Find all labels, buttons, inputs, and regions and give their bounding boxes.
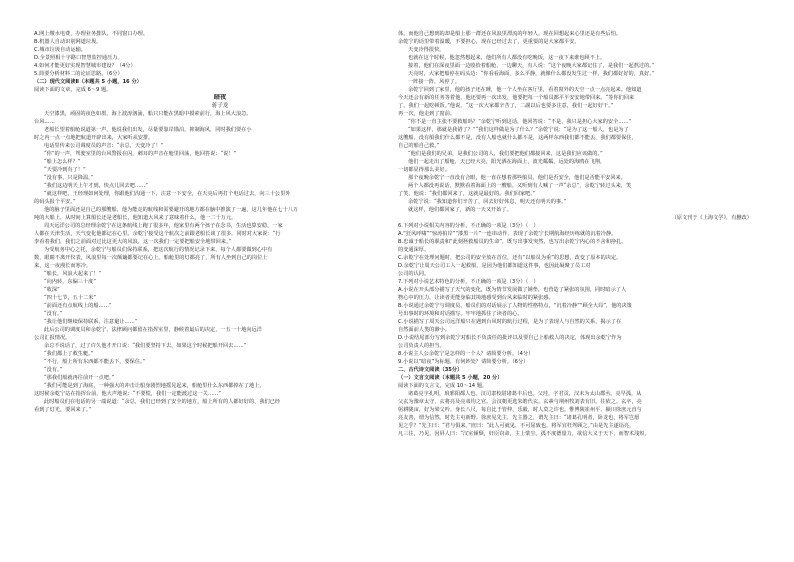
text-line: “四十七节，五十二米” xyxy=(44,295,96,301)
text-line: 公司负责人的担当。 xyxy=(398,343,445,349)
text-line: 父玄为豫章太守，玄将亮及亮弟均之官。会汉朝更选朱皓代玄。玄素与荆州牧刘表有旧，往依之。玄卒，亮 xyxy=(398,399,642,405)
text-line: “天要冷到有了！” xyxy=(44,167,86,173)
text-line: D.余乾宁让周天公司工人一起救船，是因为他们都知道这件事，也因此凝聚了员工对 xyxy=(398,263,591,269)
text-line: “向内转，东偏三十度” xyxy=(44,279,96,285)
text-line: 余乾宁说：“我知道你们辛苦了，回去好好休息，明天还有明天的事。” xyxy=(408,199,567,205)
text-line: “那我们船就再往前开一点吧。” xyxy=(44,375,115,381)
text-line: 5.简要分析材料二的论证思路。（6分） xyxy=(34,71,123,77)
text-line: “船上怎么样？” xyxy=(44,159,81,165)
text-line: C.小说描写了周天公司远洋船只在遇到台风时的航行过程，是为了表现人与自然的关系，揭示了在 xyxy=(398,319,622,325)
text-line: 9.小说以“暗夜”为标题，有何妙处？请简要分析。（6分） xyxy=(398,359,529,365)
text-line: 一切都显得那么美好。 xyxy=(398,167,450,173)
text-line: 再一次，他走到了窗前。 xyxy=(398,111,456,117)
text-line: 这时候余乾宁站在指挥台前，他大声地说：“不要慌，我们一定能渡过这一关……” xyxy=(34,391,221,397)
text-line: B.机器人自动识别网道垃圾。 xyxy=(34,39,102,45)
text-line: 7.下列对小说艺术特色的分析，不正确的一项是（3分）（ ） xyxy=(398,279,539,285)
text-line: “我让他们继续保持联系，注意避让……” xyxy=(44,319,138,325)
text-line: 公司汇报情况。 xyxy=(34,335,71,341)
text-line: （一）文言文阅读（本题共 5 小题，20 分） xyxy=(398,375,503,381)
text-line: “他们是我们的兄弟，是我们公司的人，我们要把他们都接回来，这是我们应该做的。” xyxy=(408,151,603,157)
text-line: 时之内一点一点地把航道开辟出来，大家听从安排。 xyxy=(34,135,154,141)
text-line: 物心中的压力，让读者更能身临其境地感受到台风来临时的紧张感。 xyxy=(398,295,554,301)
text-line: 为受航务中心之托，余乾宁与船员们保持联系，把这次航行的情况记录下来，每个人都要做到心中有 xyxy=(44,247,273,253)
text-line: 李看着我们，我们之前面对过比这更大的风浪，这一次我们一定要把船安全地带回来。” xyxy=(34,239,232,245)
text-line: 了，我们一起吃顿饭。”他说，“这一次大家都辛苦了，二副以后也要多注意，我们一起好好干。” xyxy=(398,103,614,109)
text-line: 数，眼睛不离开仪表，风浪里每一次颠簸都要记在心上。船舱里的灯都亮了，所有人坐到自己的岗位上 xyxy=(34,255,268,261)
text-line: 4.如何才能更好实现智慧城市建设？（4分） xyxy=(34,63,136,69)
text-line: A.网上缴水电费，办理业务排队，不同窗口办理。 xyxy=(34,31,149,37)
text-line: 电话里传来公司调度员的声音：“余总，天变冷了！” xyxy=(44,143,164,149)
text-line: 公司的认同。 xyxy=(398,271,430,277)
text-line: 见之乎？”先主曰：“君与俱来。”庶曰：“此人可就见，不可屈致也。将军宜枉驾顾之。”由是先主遂诣亮， xyxy=(398,423,635,429)
text-line: B.忠诚于船长的职责和“此刻拯救船员的生命”，既写出事发突然，也写出余乾宁内心的不舍和挣扎。 xyxy=(398,239,627,245)
text-line: “收深” xyxy=(44,287,60,293)
text-line: 就这样，他们都回家了，新的一天又开始了。 xyxy=(408,207,512,213)
text-line: 来，这一夜漫长而寒冷。 xyxy=(34,263,92,269)
text-line: 也就在这个时候，他忽然想起来，他们所有人都没有吃晚饭，这一夜下来谁也顾不上。 xyxy=(408,55,606,61)
left-column xyxy=(34,30,406,414)
text-line: 躬耕陇亩，好为梁父吟。身长八尺，每自比于管仲、乐毅，时人莫之许也。惟博陵崔州平、颍川徐庶元直与 xyxy=(398,407,642,413)
text-line: 一阵接一阵，风停了。 xyxy=(408,79,460,85)
text-line: 此后公司的调度员和余乾宁、法律顾问都留在指挥室里，静候着最后的决定，一五一十地向远洋 xyxy=(44,327,262,333)
text-line: 人都在天津生活，天气变化他都记在心里。余乾宁接受这个航次之前跟老船长谈了很多，同时对大家说：“行 xyxy=(34,231,281,237)
text-line: （二）现代文阅读Ⅱ（本题共 5 小题，16 分） xyxy=(34,79,142,85)
text-line: 他的脑子里面还是自己的那艘船，他为能走的航线和需要避开的地方都在脑中推演了一遍，这几年他在七十八万 xyxy=(44,207,299,213)
text-line: D.全景照相十字路口智慧监控通压力。 xyxy=(34,55,123,61)
text-line: 天空漆黑，顽固的夜色如墨，海上波涛汹涌，船只只能在黑暗中摸索前行，海上风大浪急。 xyxy=(44,111,252,117)
text-line: 自然面前人类的渺小。 xyxy=(398,327,450,333)
text-line: “如果这样，那就是我错了？”“我们这样做是为了什么？”余乾宁说：“是为了这一船人，也是为了 xyxy=(408,127,629,133)
text-line: “我们这边明天上午才到，快点儿回去吧……” xyxy=(44,183,148,189)
text-line: 凡三往，乃见。因屏人曰：“汉室倾颓，奸臣窃命，主上蒙尘。孤不度德量力，欲信大义于天下，而智术浅短， xyxy=(398,431,650,437)
text-line: 6.下列对小说相关内容的分析，不正确的一项是（3分）（ ） xyxy=(398,223,539,229)
text-line: “前面还有点航线上的船……” xyxy=(44,303,112,309)
text-line: 8.小说主人公余乾宁是怎样的一个人？请简要分析。（4分） xyxy=(398,351,534,357)
text-line: B.小说通过余乾宁与调度员、船员们的对话展示了人物的性格特点，“沉着冷静”“顾全大局”，他的决策 xyxy=(398,303,632,309)
text-line: 了笑，他说：“我们都回来了，这就是最好的。我们回家吧。” xyxy=(398,191,536,197)
text-line: 余乾宁回到了家里，他的孩子还在睡，他一个人坐在客厅里，看着窗外的天空一点一点亮起来。他知道 xyxy=(408,87,642,93)
text-line: “就这样吧，王经理如何处理，你跟他们沟通一下，注意一下安全，在天亮后再打个电话过去，向三十公里外 xyxy=(44,191,291,197)
text-line: 那个夜晚余乾宁一直没有合眼，他一直在想着那些船员，他们是否安全，他们是否能平安回来。 xyxy=(408,175,626,181)
text-line: 蒋子龙 xyxy=(211,103,229,109)
text-line: 天亮时，大家把船停在码头边：“你看看海面，多么平静，就像什么都没发生过一样，我们都好好的，真好。” xyxy=(408,71,655,77)
text-line: “没有事，只是降温。” xyxy=(44,175,94,181)
text-line: 余乾宁的话里带着温暖，不要担心，现在已经过去了，更重要的是大家都平安。 xyxy=(398,39,580,45)
text-line: 暗夜 xyxy=(213,94,227,101)
text-line: C.余乾宁在处理问题时，把公司的安全放在首位，还有“以船员为重”的思想，改变了原本的决定。 xyxy=(398,255,622,261)
text-line: 自己的船自己救。” xyxy=(398,143,440,149)
text-line: “没有。” xyxy=(44,367,63,373)
text-line: 他们一起走出了船舱，天已经大亮，阳光洒在海面上，波光粼粼，远处的海鸥在飞翔， xyxy=(408,159,606,165)
text-line: 亮友善，谓为信然。时先主屯新野。徐庶见先主，先主器之，谓先主曰：“诸葛孔明者，卧龙也，将军岂愿 xyxy=(398,415,640,421)
text-line: “我们都上了救生艇。” xyxy=(44,351,94,357)
text-line: 此时船员们在电话的另一端说道：“余总，我们已经到了安全的地方，船上所有的人都好好的，我们已经 xyxy=(44,399,281,405)
text-line: 接着，他们在深夜里面一边收拾着船舱，一边聊天，有人说：“这个夜晚大家都记住了，是我们一起熬过的。” xyxy=(408,63,655,69)
text-line: 阅读下面的文言文，完成 10～14 题。 xyxy=(398,383,488,389)
text-line: 这艘船，没有船我们什么都不是，没有人船也就什么都不是，这两样东西我们都不能丢，我们都要保住， xyxy=(398,135,637,141)
text-line: 周天远洋公司的总经理余乾宁在这条航线上跑了很多年，他家里有两个孩子在念书，生活也算安稳，一家 xyxy=(44,223,283,229)
text-line: 吨的大船上，从时间上算船长还是老船长，他知道大风来了意味着什么，他一二十万元。 xyxy=(34,215,237,221)
text-line: 台风…… xyxy=(34,119,55,125)
text-line: 阅读下面的文章，完成 6～9 题。 xyxy=(34,87,112,93)
text-line: “没有。” xyxy=(44,311,63,317)
text-line: “不行，船上所有东西都不能丢下，要保住。” xyxy=(44,359,146,365)
text-line: 的变通深厚。 xyxy=(398,247,430,253)
text-line: 诸葛亮字孔明，琅邪阳都人也。汉司隶校尉诸葛丰后也。父珪，字君贡，汉末为太山郡丞。亮早孤，从 xyxy=(408,391,642,397)
text-line: 二、古代诗文阅读（35分） xyxy=(398,367,463,373)
text-line: A.小说在开头部分描写了天气的变化，既为情节发展做了铺垫，也营造了紧张的氛围，同时暗示了人 xyxy=(398,287,627,293)
text-line: 天变冷得很快。 xyxy=(408,47,445,53)
text-line: A.“狂风呼啸”“惊涛拍岸”“漆黑一片”一连串动作，表现了余乾宁长期航海经历练就的沉着冷静。 xyxy=(398,231,617,237)
text-line: 体，而他自己想到的却是船上那一群还在风浪里漂流的年轻人，现在回想起来心里还是有些后怕。 xyxy=(398,31,622,37)
text-line: “船长，风浪大起来了！” xyxy=(44,271,102,277)
text-line: 号出事时的环境和对话描写，牢牢地抓住了读者的心。 xyxy=(398,311,523,317)
text-line: 两个人都没再说话，默默看着海面上的一艘船。又听到有人喊了一声“余总”，余乾宁转过头来，笑 xyxy=(408,183,632,189)
right-column xyxy=(398,30,770,438)
text-line: 余总不说话了，过了许久他才开口说：“我们要坚持下去，如果这个时候把船开回去……” xyxy=(44,343,247,349)
text-line: “我们可能是到了海底，一种强大的冲击让船身剧烈地摇晃起来，船舱里什么东西都掉在了地上， xyxy=(44,383,265,389)
text-line: C.城市垃圾自动运输。 xyxy=(34,47,86,53)
text-line: 今天还会有新的任务等着他，他还要再一次出发，他要把每一个船员都平平安安地带回来。“等你们回来 xyxy=(398,95,635,101)
text-line: “你”的一声，驾驶室里的台风警报在闪，刺耳的声音在舱里回荡，他回答说：“说！” xyxy=(44,151,237,157)
text-line: “你不是一直主张不要救船吗？”余乾宁听到这话，他回答说：“不是，我只是担心大家的安全……” xyxy=(408,119,632,125)
text-line: 老船长望着船舱说道第一声，他说我们出发，尽量要靠岸锚泊，抑制海风，同时我们要在小 xyxy=(44,127,252,133)
text-line: （原文刊于《上海文学》，有删改） xyxy=(671,215,752,221)
text-line: 看到了灯光，要回来了。” xyxy=(34,407,92,413)
text-line: D.小说结尾部分写到余乾宁对船长不负责任的批评以及要自己上船救人的决定，体现出余乾宁作为 xyxy=(398,335,622,341)
text-line: 的码头报个平安。” xyxy=(34,199,76,205)
